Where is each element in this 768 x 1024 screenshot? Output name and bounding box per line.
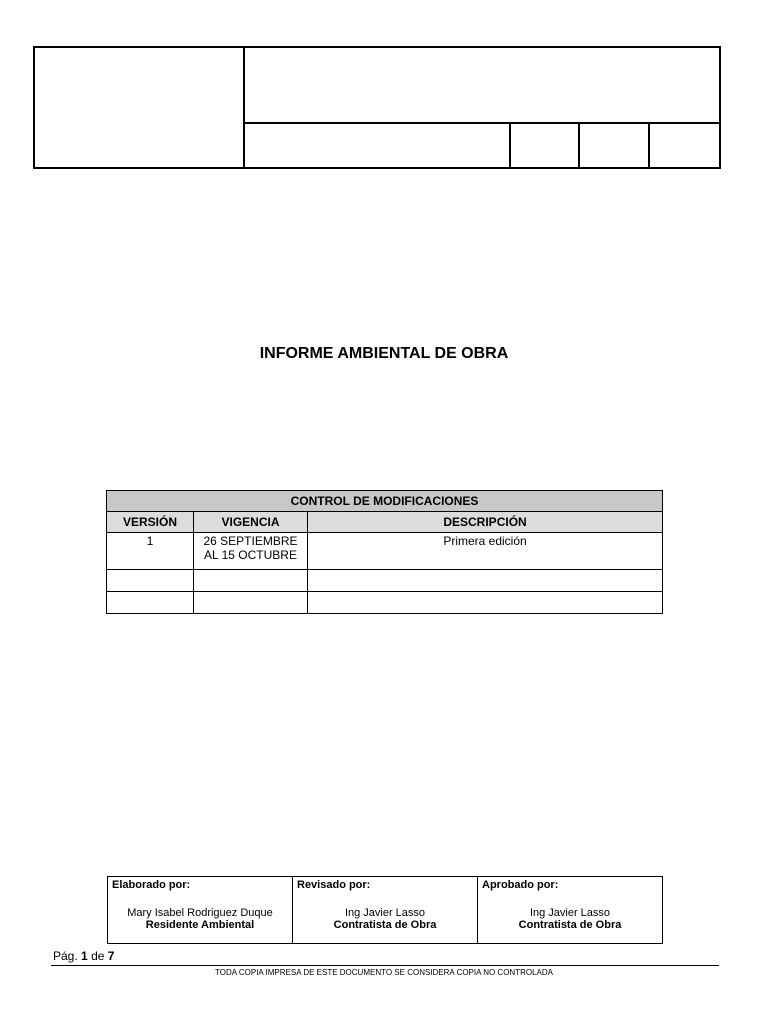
empty-cell xyxy=(107,570,194,592)
signature-label: Elaborado por: xyxy=(112,879,191,891)
empty-cell xyxy=(194,570,308,592)
signature-elaborado xyxy=(108,877,293,944)
header-logo-cell xyxy=(34,47,244,168)
signature-label: Revisado por: xyxy=(297,879,371,891)
signature-label: Aprobado por: xyxy=(482,879,559,891)
header-date-cell xyxy=(579,123,649,168)
signature-role: Contratista de Obra xyxy=(518,919,622,931)
page-current: 1 xyxy=(81,949,88,963)
footer-divider xyxy=(51,965,719,966)
header-page-cell xyxy=(649,123,720,168)
footer-notice: TODA COPIA IMPRESA DE ESTE DOCUMENTO SE CONSIDERA COPIA NO CONTROLADA xyxy=(215,968,553,977)
header-code-cell xyxy=(244,123,510,168)
column-header-vigencia: VIGENCIA xyxy=(194,512,308,533)
document-header-block xyxy=(33,46,721,169)
table-row xyxy=(107,592,663,614)
table-row xyxy=(107,533,663,570)
empty-cell xyxy=(308,570,663,592)
header-title-cell xyxy=(244,47,720,123)
table-row xyxy=(107,570,663,592)
page-of: de xyxy=(91,949,105,963)
descripcion-cell: Primera edición xyxy=(308,533,663,570)
signature-role: Contratista de Obra xyxy=(333,919,437,931)
column-header-descripcion: DESCRIPCIÓN xyxy=(308,512,663,533)
signature-name: Ing Javier Lasso xyxy=(529,907,611,919)
vigencia-cell: 26 SEPTIEMBRE AL 15 OCTUBRE xyxy=(194,533,308,570)
modifications-table xyxy=(106,490,663,614)
signatures-table xyxy=(107,876,663,944)
version-cell: 1 xyxy=(107,533,194,570)
header-version-cell xyxy=(510,123,579,168)
document-title: INFORME AMBIENTAL DE OBRA xyxy=(259,345,509,362)
empty-cell xyxy=(194,592,308,614)
page-number xyxy=(53,949,114,963)
page-prefix: Pág. xyxy=(53,949,78,963)
signature-role: Residente Ambiental xyxy=(145,919,255,931)
column-header-version: VERSIÓN xyxy=(107,512,194,533)
empty-cell xyxy=(107,592,194,614)
signature-aprobado xyxy=(478,877,663,944)
page-total: 7 xyxy=(107,949,115,963)
modifications-caption: CONTROL DE MODIFICACIONES xyxy=(107,491,663,512)
signature-name: Ing Javier Lasso xyxy=(344,907,426,919)
signature-name: Mary Isabel Rodriguez Duque xyxy=(127,907,273,919)
signature-revisado xyxy=(293,877,478,944)
empty-cell xyxy=(308,592,663,614)
